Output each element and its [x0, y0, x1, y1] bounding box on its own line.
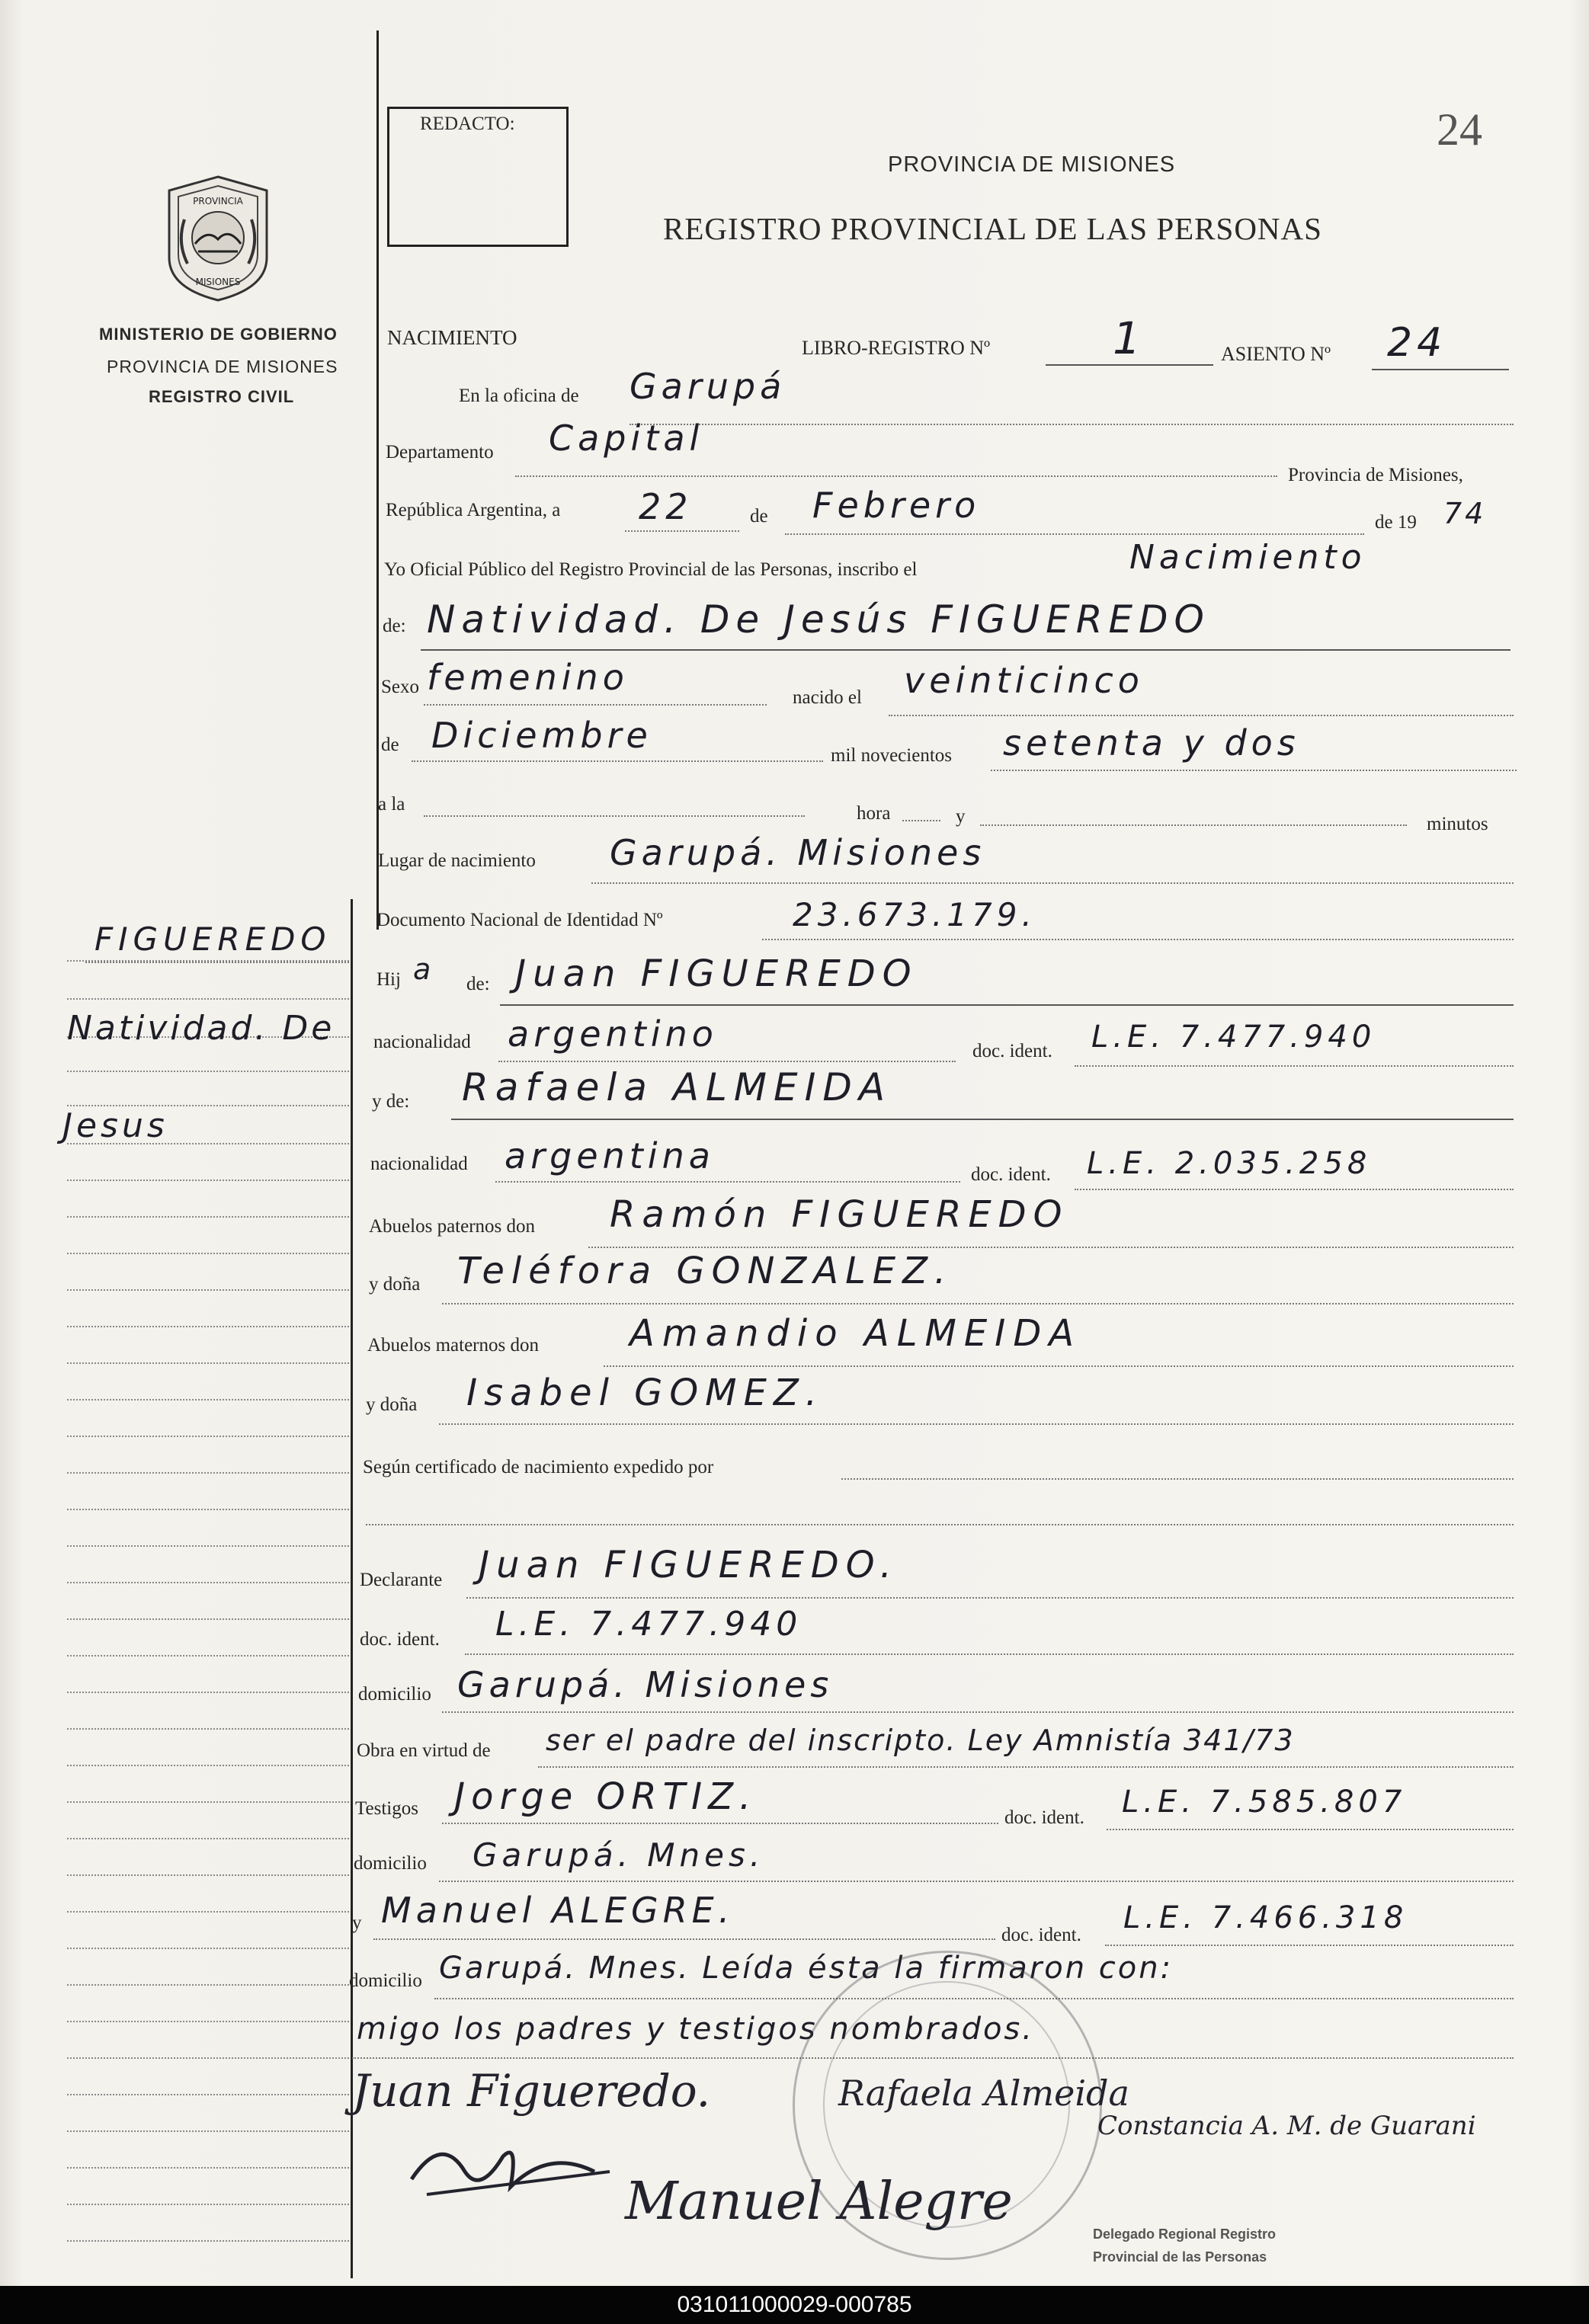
archive-code: 031011000029-000785 [0, 2286, 1589, 2324]
label-sexo: Sexo [381, 677, 419, 697]
label-ala: a la [378, 794, 405, 815]
margin-apellido: FIGUEREDO [95, 920, 332, 958]
label-ydona2: y doña [366, 1394, 418, 1415]
ministry-province: PROVINCIA DE MISIONES [107, 357, 338, 376]
value-libro: 1 [1113, 312, 1145, 364]
value-testigo1: Jorge ORTIZ. [454, 1775, 758, 1818]
label-domicilio2: domicilio [354, 1853, 427, 1874]
registro-civil: REGISTRO CIVIL [149, 387, 295, 406]
margin-nombre1: Natividad. De [67, 1009, 335, 1048]
value-domicilio-testigo2: Garupá. Mnes. Leída ésta la firmaron con: [439, 1951, 1174, 1986]
value-anio: 74 [1443, 497, 1487, 530]
label-provincia: Provincia de Misiones, [1288, 465, 1463, 485]
value-lugar: Garupá. Misiones [610, 832, 986, 873]
signature-testigo2: Manuel Alegre [625, 2172, 1013, 2232]
label-ydona1: y doña [369, 1274, 421, 1295]
value-dni: 23.673.179. [793, 896, 1036, 933]
label-abuelos-m: Abuelos maternos don [367, 1335, 539, 1356]
label-yde: y de: [372, 1091, 410, 1112]
value-sexo: femenino [427, 657, 629, 698]
value-doc-madre: L.E. 2.035.258 [1087, 1146, 1372, 1181]
value-testigo2: Manuel ALEGRE. [381, 1890, 735, 1931]
redacto-box [387, 107, 569, 247]
value-declarante: Juan FIGUEREDO. [479, 1544, 899, 1586]
label-de-nombre: de: [383, 616, 406, 636]
label-doc1: doc. ident. [972, 1041, 1052, 1061]
value-hij-suffix: a [413, 952, 436, 986]
label-segun: Según certificado de nacimiento expedido por [363, 1457, 714, 1477]
label-libro: LIBRO-REGISTRO Nº [802, 337, 991, 359]
province-header: PROVINCIA DE MISIONES [888, 152, 1176, 177]
label-nacionalidad2: nacionalidad [370, 1154, 468, 1174]
label-oficina: En la oficina de [459, 386, 579, 406]
stamp-line1: Delegado Regional Registro [1093, 2226, 1277, 2242]
signature-official: Constancia A. M. de Guarani [1097, 2111, 1476, 2141]
value-mes: Febrero [812, 485, 981, 526]
label-doc2: doc. ident. [971, 1164, 1051, 1185]
signature-testigo1-mark [396, 2126, 625, 2210]
label-nacimiento: NACIMIENTO [387, 326, 517, 349]
registry-title: REGISTRO PROVINCIAL DE LAS PERSONAS [663, 211, 1322, 246]
label-hij: Hij [376, 969, 401, 990]
label-domicilio1: domicilio [358, 1684, 431, 1705]
value-obra: ser el padre del inscripto. Ley Amnistía 341/73 [546, 1724, 1295, 1757]
value-doc-testigo1: L.E. 7.585.807 [1122, 1785, 1407, 1820]
label-nacido: nacido el [793, 687, 862, 708]
value-nombre: Natividad. De Jesús FIGUEREDO [427, 597, 1210, 642]
label-nacionalidad1: nacionalidad [373, 1032, 471, 1052]
label-domicilio3: domicilio [349, 1970, 422, 1991]
value-doc-testigo2: L.E. 7.466.318 [1123, 1900, 1408, 1935]
label-de1: de [750, 506, 768, 527]
label-departamento: Departamento [386, 442, 494, 463]
value-domicilio-declarante: Garupá. Misiones [457, 1664, 834, 1705]
label-de-mes: de [381, 735, 399, 755]
stamp-line2: Provincial de las Personas [1093, 2249, 1267, 2265]
label-y: y [956, 806, 966, 827]
label-doc3: doc. ident. [360, 1629, 440, 1650]
margin-nombre2: Jesus [62, 1106, 168, 1145]
label-hora: hora [857, 803, 891, 824]
value-abuela-m: Isabel GOMEZ. [466, 1372, 825, 1414]
signature-madre: Rafaela Almeida [838, 2073, 1129, 2114]
label-documento: Documento Nacional de Identidad Nº [376, 910, 663, 930]
value-departamento: Capital [549, 418, 704, 459]
value-doc-padre: L.E. 7.477.940 [1091, 1020, 1376, 1055]
value-oficina: Garupá [630, 366, 786, 407]
seal-bottom-text: MISIONES [195, 277, 241, 287]
label-de2: de 19 [1375, 512, 1417, 533]
label-doc4: doc. ident. [1004, 1807, 1084, 1828]
value-padre: Juan FIGUEREDO [515, 952, 918, 995]
label-oficial: Yo Oficial Público del Registro Provincial de las Personas, inscribo el [384, 559, 918, 580]
value-dia: 22 [639, 486, 693, 527]
label-de-padre: de: [466, 974, 490, 994]
value-nacido: veinticinco [904, 660, 1144, 701]
value-abuela-p: Teléfora GONZALEZ. [457, 1250, 953, 1292]
value-abuelo-p: Ramón FIGUEREDO [610, 1193, 1069, 1236]
label-mil: mil novecientos [831, 745, 952, 766]
label-obra: Obra en virtud de [357, 1740, 491, 1761]
value-nac-madre: argentina [505, 1135, 715, 1176]
provincial-seal [162, 174, 274, 303]
value-abuelo-m: Amandio ALMEIDA [630, 1312, 1082, 1355]
value-inscribo: Nacimiento [1129, 538, 1366, 577]
redacto-label: REDACTO: [420, 114, 515, 134]
label-doc5: doc. ident. [1001, 1925, 1081, 1945]
value-mes-nac: Diciembre [431, 715, 652, 756]
label-testigos: Testigos [355, 1798, 418, 1819]
label-republica: República Argentina, a [386, 500, 561, 520]
value-asiento: 24 [1387, 320, 1447, 366]
label-asiento: ASIENTO Nº [1221, 343, 1331, 365]
signature-padre: Juan Figueredo. [352, 2065, 711, 2117]
value-anio-nac: setenta y dos [1003, 722, 1300, 763]
label-lugar: Lugar de nacimiento [378, 850, 536, 871]
seal-top-text: PROVINCIA [193, 196, 243, 206]
label-y2: y [352, 1913, 362, 1933]
value-domicilio-testigo1: Garupá. Mnes. [473, 1836, 765, 1874]
ministry-title: MINISTERIO DE GOBIERNO [99, 325, 338, 344]
label-declarante: Declarante [360, 1570, 443, 1590]
value-nac-padre: argentino [508, 1013, 718, 1055]
value-madre: Rafaela ALMEIDA [462, 1065, 892, 1109]
value-continuacion: migo los padres y testigos nombrados. [357, 2012, 1034, 2047]
label-minutos: minutos [1427, 814, 1488, 834]
page-number: 24 [1437, 104, 1482, 155]
value-doc-declarante: L.E. 7.477.940 [495, 1605, 803, 1644]
label-abuelos-p: Abuelos paternos don [369, 1216, 536, 1237]
